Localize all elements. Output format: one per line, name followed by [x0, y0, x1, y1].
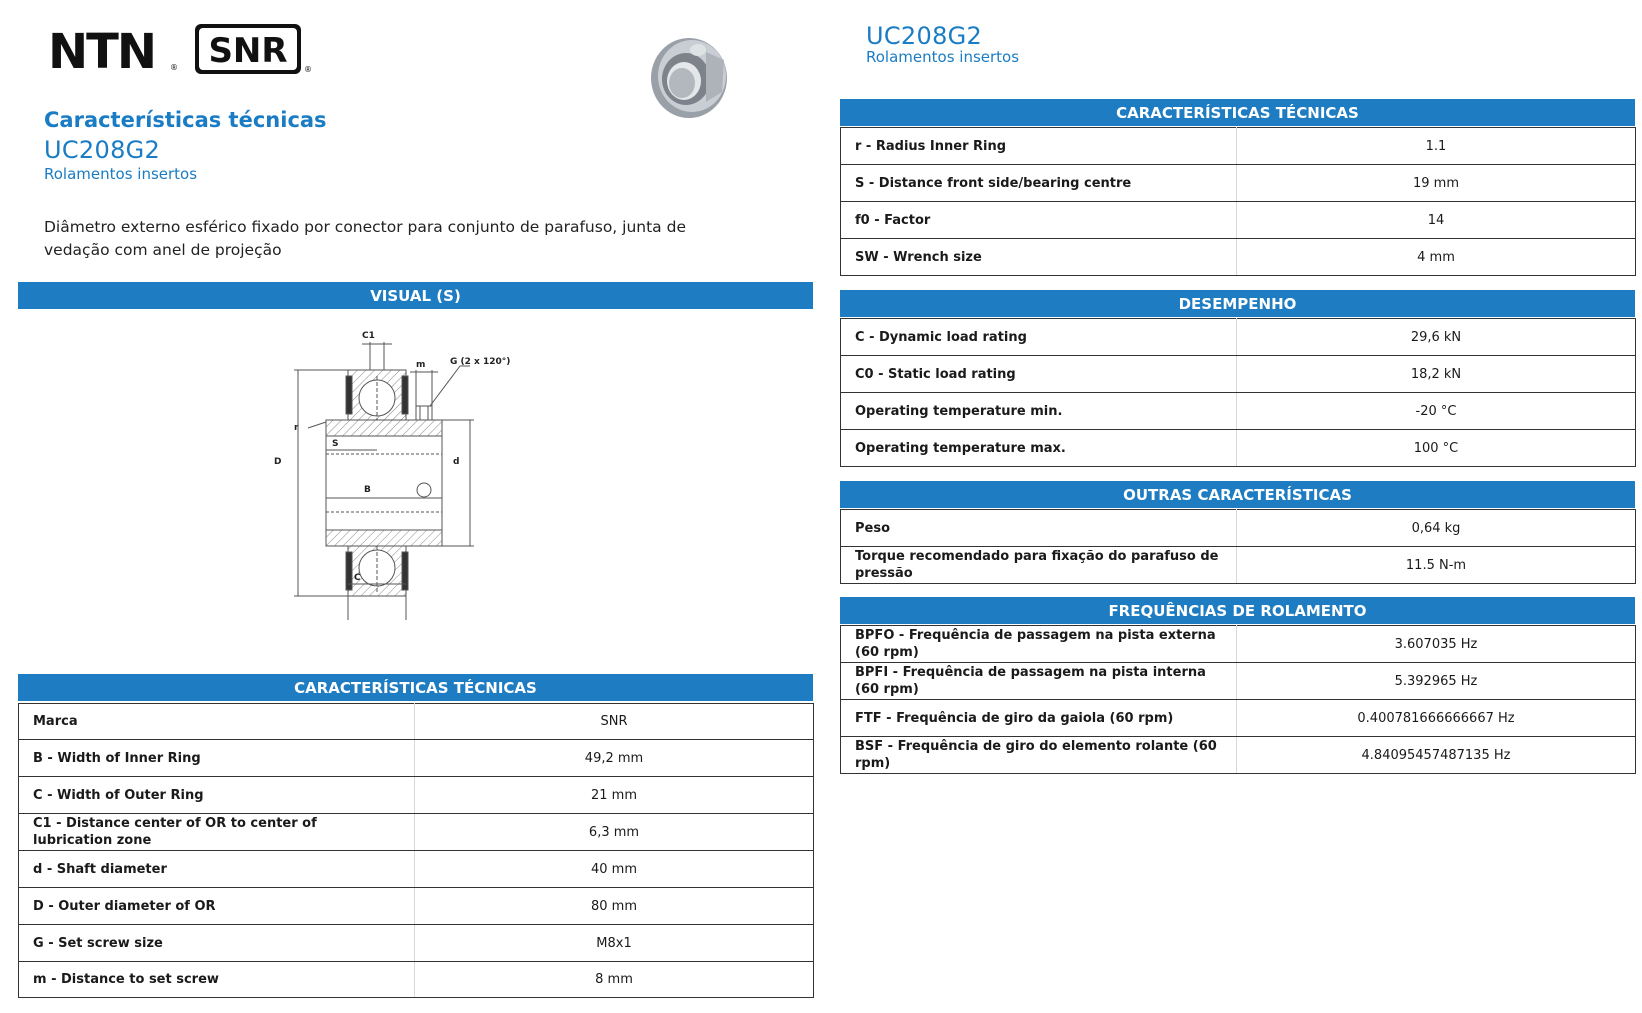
table-row: m - Distance to set screw 8 mm — [19, 962, 814, 998]
snr-logo-text: SNR — [208, 31, 288, 71]
table-row: d - Shaft diameter 40 mm — [19, 851, 814, 888]
frequencies-header: FREQUÊNCIAS DE ROLAMENTO — [840, 597, 1635, 624]
table-row: C0 - Static load rating 18,2 kN — [841, 356, 1636, 393]
label-d: d — [453, 457, 460, 467]
performance-header: DESEMPENHO — [840, 290, 1635, 317]
table-row: BPFI - Frequência de passagem na pista interna (60 rpm) 5.392965 Hz — [841, 663, 1636, 700]
table-row: D - Outer diameter of OR 80 mm — [19, 888, 814, 925]
frequencies-table — [840, 625, 1636, 774]
tech-left-table — [18, 703, 814, 998]
label-m: m — [416, 360, 426, 370]
table-row: BPFO - Frequência de passagem na pista externa (60 rpm) 3.607035 Hz — [841, 626, 1636, 663]
label-r: r — [294, 423, 299, 433]
other-table — [840, 509, 1636, 584]
table-row: f0 - Factor 14 — [841, 202, 1636, 239]
table-row: Operating temperature min. -20 °C — [841, 393, 1636, 430]
table-row: SW - Wrench size 4 mm — [841, 239, 1636, 276]
table-row: C - Dynamic load rating 29,6 kN — [841, 319, 1636, 356]
bearing-dimension-diagram — [270, 330, 540, 620]
table-row: C - Width of Outer Ring 21 mm — [19, 777, 814, 814]
label-g: G (2 x 120°) — [450, 357, 511, 367]
product-model: UC208G2 — [44, 136, 161, 164]
product-model-right: UC208G2 — [866, 22, 983, 50]
tech-right-header: CARACTERÍSTICAS TÉCNICAS — [840, 99, 1635, 126]
table-row: FTF - Frequência de giro da gaiola (60 rpm) 0.400781666666667 Hz — [841, 700, 1636, 737]
table-row: BSF - Frequência de giro do elemento rolante (60 rpm) 4.84095457487135 Hz — [841, 737, 1636, 774]
table-row: B - Width of Inner Ring 49,2 mm — [19, 740, 814, 777]
table-row: Marca SNR — [19, 704, 814, 740]
table-row: Operating temperature max. 100 °C — [841, 430, 1636, 467]
svg-text:®: ® — [170, 63, 178, 72]
table-row: Torque recomendado para fixação do parafuso de pressão 11.5 N-m — [841, 547, 1636, 584]
visual-section-header: VISUAL (S) — [18, 282, 813, 309]
ntn-logo-text: NTN — [48, 24, 156, 80]
table-row: G - Set screw size M8x1 — [19, 925, 814, 962]
label-D: D — [274, 457, 282, 467]
product-category-right: Rolamentos insertos — [866, 48, 1020, 66]
label-c1: C1 — [362, 331, 375, 341]
tech-left-header: CARACTERÍSTICAS TÉCNICAS — [18, 674, 813, 701]
other-header: OUTRAS CARACTERÍSTICAS — [840, 481, 1635, 508]
brand-logo — [48, 22, 318, 80]
tech-right-table — [840, 127, 1636, 276]
table-row: C1 - Distance center of OR to center of lubrication zone 6,3 mm — [19, 814, 814, 851]
product-category: Rolamentos insertos — [44, 165, 198, 183]
page-title: Características técnicas — [44, 108, 327, 132]
svg-text:®: ® — [304, 65, 312, 74]
label-s: S — [332, 439, 339, 449]
table-row: S - Distance front side/bearing centre 19 mm — [841, 165, 1636, 202]
bearing-photo — [646, 32, 732, 120]
product-description: Diâmetro externo esférico fixado por conector para conjunto de parafuso, junta de vedação com anel de projeção — [44, 218, 686, 259]
label-C: C — [354, 573, 361, 583]
table-row: Peso 0,64 kg — [841, 510, 1636, 547]
table-row: r - Radius Inner Ring 1.1 — [841, 128, 1636, 165]
label-B: B — [364, 485, 371, 495]
performance-table — [840, 318, 1636, 467]
